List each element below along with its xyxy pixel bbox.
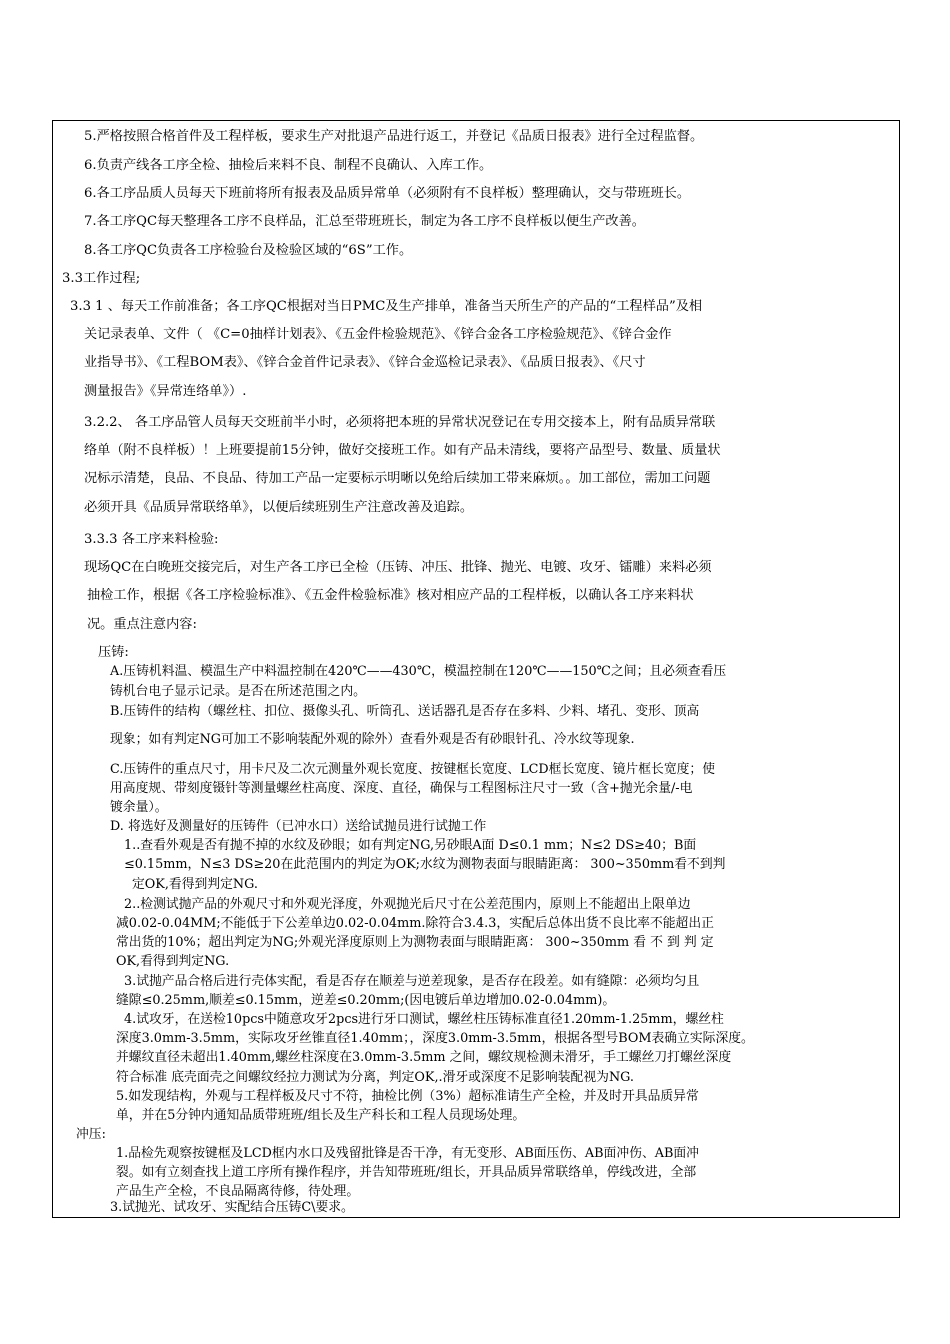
- text-line: OK,看得到判定NG.: [116, 954, 230, 969]
- text-line: 2..检测试抛产品的外观尺寸和外观光泽度，外观抛光后尺寸在公差范围内，原则上不能超出上限单边: [124, 897, 691, 912]
- text-line: D. 将选好及测量好的压铸件（已冲水口）送给试抛员进行试抛工作: [110, 819, 487, 834]
- section-heading: 3.3工作过程;: [62, 271, 141, 286]
- text-line: 1.品检先观察按键框及LCD框内水口及残留批锋是否干净，有无变形、AB面压伤、AB面冲伤、AB面冲: [116, 1146, 699, 1161]
- text-line: ≤0.15mm，N≤3 DS≥20在此范围内的判定为OK;水纹为测物表面与眼睛距离： 300~350mm看不到判: [124, 857, 726, 872]
- text-line: 7.各工序QC每天整理各工序不良样品，汇总至带班班长，制定为各工序不良样板以便生产改善。: [84, 214, 645, 229]
- text-line: 况标示清楚，良品、不良品、待加工产品一定要标示明晰以免给后续加工带来麻烦。。加工部位，需加工问题: [84, 471, 711, 486]
- category-heading: 压铸:: [98, 645, 129, 660]
- text-line: 3.试抛产品合格后进行壳体实配，看是否存在顺差与逆差现象，是否存在段差。如有缝隙：必须均匀且: [124, 974, 700, 989]
- text-line: 镀余量）。: [110, 800, 168, 815]
- text-line: 裂。如有立刻查找上道工序所有操作程序，并告知带班班/组长，开具品质异常联络单，停线改进，全部: [116, 1165, 697, 1180]
- text-line: 3.3 1 、每天工作前准备；各工序QC根据对当日PMC及生产排单，准备当天所生产的产品的“工程样品”及相: [70, 299, 703, 314]
- text-line: 测量报告》《异常连络单》）.: [84, 384, 247, 399]
- text-line: 1..查看外观是否有抛不掉的水纹及砂眼；如有判定NG,另砂眼A面 D≤0.1 mm；N≤2 DS≥40；B面: [124, 838, 697, 853]
- text-line: 6.负责产线各工序全检、抽检后来料不良、制程不良确认、入库工作。: [84, 158, 493, 173]
- text-line: 减0.02-0.04MM;不能低于下公差单边0.02-0.04mm.除符合3.4.3，实配后总体出货不良比率不能超出正: [116, 916, 714, 931]
- text-line: 现场QC在白晚班交接完后，对生产各工序已全检（压铸、冲压、批锋、抛光、电镀、攻牙、镭雕）来料必须: [84, 560, 712, 575]
- text-line: A.压铸机料温、模温生产中料温控制在420℃——430℃，模温控制在120℃——150℃之间；且必须查看压: [110, 664, 727, 679]
- text-line: 业指导书》、《工程BOM表》、《锌合金首件记录表》、《锌合金巡检记录表》、《品质日报表》、《尺寸: [84, 355, 646, 370]
- text-line: 现象；如有判定NG可加工不影响装配外观的除外）查看外观是否有砂眼针孔、冷水纹等现象.: [110, 732, 635, 747]
- text-line: 况。重点注意内容:: [87, 617, 197, 632]
- text-line: 常出货的10%；超出判定为NG;外观光泽度原则上为测物表面与眼睛距离： 300~350mm 看 不 到 判 定: [116, 935, 714, 950]
- text-line: 5.严格按照合格首件及工程样板，要求生产对批退产品进行返工，并登记《品质日报表》进行全过程监督。: [84, 129, 704, 144]
- text-line: B.压铸件的结构（螺丝柱、扣位、摄像头孔、听筒孔、送话器孔是否存在多料、少料、堵孔、变形、顶高: [110, 704, 700, 719]
- text-line: 单，并在5分钟内通知品质带班班/组长及生产科长和工程人员现场处理。: [116, 1108, 526, 1123]
- text-line: 络单（附不良样板）！上班要提前15分钟，做好交接班工作。如有产品未清线，要将产品型号、数量、质量状: [84, 443, 721, 458]
- text-line: 用高度规、带刻度镊针等测量螺丝柱高度、深度、直径，确保与工程图标注尺寸一致（含+抛光余量/-电: [110, 781, 693, 796]
- text-line: 关记录表单、文件（ 《C=0抽样计划表》、《五金件检验规范》、《锌合金各工序检验规范》、《锌合金作: [84, 327, 672, 342]
- text-line: 6.各工序品质人员每天下班前将所有报表及品质异常单（必须附有不良样板）整理确认，交与带班班长。: [84, 186, 691, 201]
- text-line: 深度3.0mm-3.5mm，实际攻牙丝锥直径1.40mm；，深度3.0mm-3.5mm，根据各型号BOM表确立实际深度。: [116, 1031, 754, 1046]
- text-line: C.压铸件的重点尺寸，用卡尺及二次元测量外观长宽度、按键框长宽度、LCD框长宽度、镜片框长宽度；使: [110, 762, 716, 777]
- subsection-heading: 3.3.3 各工序来料检验:: [84, 532, 219, 547]
- text-line: 并螺纹直径未超出1.40mm,螺丝柱深度在3.0mm-3.5mm 之间，螺纹规检测未滑牙，手工螺丝刀打螺丝深度: [116, 1050, 732, 1065]
- text-line: 产品生产全检，不良品隔离待修，待处理。: [116, 1184, 360, 1199]
- text-line: 缝隙≤0.25mm,顺差≤0.15mm，逆差≤0.20mm;(因电镀后单边增加0.02-0.04mm)。: [116, 993, 616, 1008]
- text-line: 3.2.2、 各工序品管人员每天交班前半小时，必须将把本班的异常状况登记在专用交接本上，附有品质异常联: [84, 415, 716, 430]
- text-line: 定OK,看得到判定NG.: [132, 877, 258, 892]
- text-line: 必须开具《品质异常联络单》，以便后续班别生产注意改善及追踪。: [84, 500, 474, 515]
- text-line: 铸机台电子显示记录。是否在所述范围之内。: [110, 684, 366, 699]
- text-line: 符合标准 底壳面壳之间螺纹经拉力测试为分离，判定OK,.滑牙或深度不足影响装配视为NG.: [116, 1070, 634, 1085]
- text-line: 4.试攻牙，在送检10pcs中随意攻牙2pcs进行牙口测试，螺丝柱压铸标准直径1.20mm-1.25mm，螺丝柱: [124, 1012, 724, 1027]
- text-line: 5.如发现结构，外观与工程样板及尺寸不符，抽检比例（3%）超标准请生产全检，并及时开具品质异常: [116, 1089, 699, 1104]
- category-heading: 冲压:: [76, 1127, 106, 1142]
- text-line: 3.试抛光、试攻牙、实配结合压铸C\要求。: [110, 1200, 354, 1215]
- text-line: 抽检工作，根据《各工序检验标准》、《五金件检验标准》核对相应产品的工程样板，以确认各工序来料状: [87, 588, 694, 603]
- text-line: 8.各工序QC负责各工序检验台及检验区域的“6S”工作。: [84, 243, 413, 258]
